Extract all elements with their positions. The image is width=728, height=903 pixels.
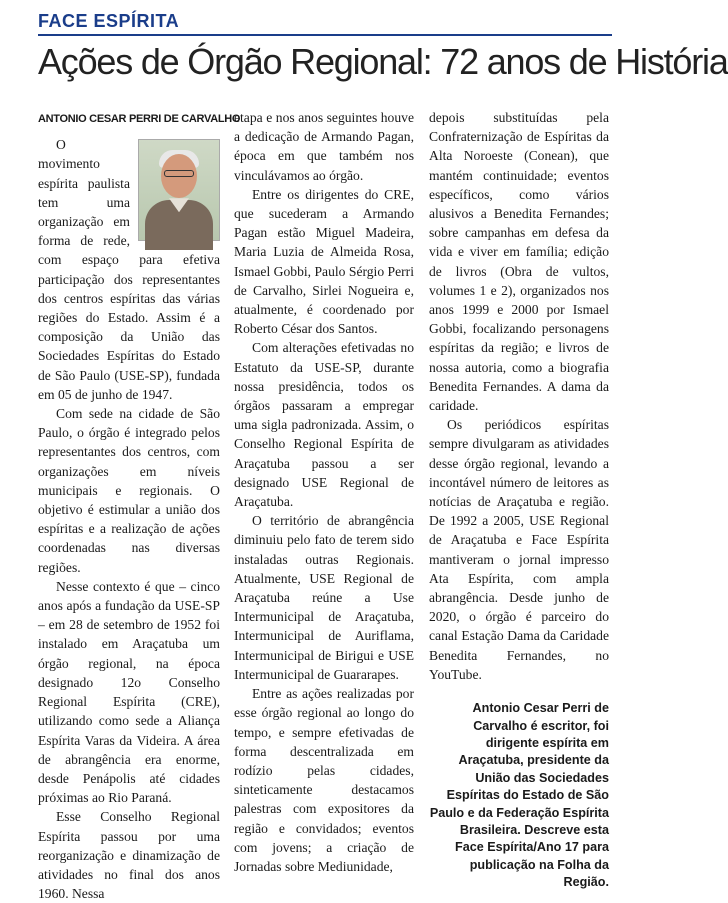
paragraph: Com alterações efetivadas no Estatuto da USE-SP, durante nossa presidência, todos os órgãos passaram a empregar uma sigla padronizada. Assim, o Conselho Regional Espírita de Araçatuba passou a ser designado USE Regional de Araçatuba.	[234, 340, 414, 510]
paragraph: Entre os dirigentes do CRE, que sucederam a Armando Pagan estão Miguel Madeira, Maria Luzia de Almeida Rosa, Ismael Gobbi, Paulo Sérgio Perri de Carvalho, Sirlei Nogueira e, atualmente, é coordenado por Roberto César dos Santos.	[234, 186, 414, 337]
paragraph: etapa e nos anos seguintes houve a dedicação de Armando Pagan, época em que também nos vinculávamos ao órgão.	[234, 110, 414, 183]
section-label: FACE ESPÍRITA	[38, 11, 180, 31]
paragraph: depois substituídas pela Confraternização de Espíritas da Alta Noroeste (Conean), que mantém continuidade; eventos específicos, como vários alusivos a Benedita Fernandes; sobre campanhas em defesa da vida e viver em família; edição de livros (Obra de vultos, volumes 1 e 2), organizados nos anos 1999 e 2000 por Ismael Gobbi, focalizando personagens espíritas da região; e livros de nossa autoria, como a biografia Benedita Fernandes. A dama da caridade.	[429, 110, 609, 414]
paragraph: Esse Conselho Regional Espírita passou por uma reorganização e dinamização de atividades no final dos anos 1960. Nessa	[38, 809, 220, 902]
headline: Ações de Órgão Regional: 72 anos de História	[38, 41, 728, 82]
author-bio: Antonio Cesar Perri de Carvalho é escritor, foi dirigente espírita em Araçatuba, presidente da União das Sociedades Espíritas do Estado de São Paulo e da Federação Espírita Brasileira. Descreve esta Face Espírita/Ano 17 para publicação na Folha da Região.	[429, 701, 609, 890]
author-byline: ANTONIO CESAR PERRI DE CARVALHO	[38, 113, 241, 125]
article-column-3	[429, 108, 609, 892]
article-column-2	[234, 108, 414, 876]
paragraph: Com sede na cidade de São Paulo, o órgão é integrado pelos representantes dos centros, com organizações em níveis municipais e regionais. O objetivo é estimular a união dos espíritas e a realização de ações coordenadas nas diversas regiões.	[38, 406, 220, 575]
paragraph: Entre as ações realizadas por esse órgão regional ao longo do tempo, e sempre efetivadas de forma descentralizada em rodízio pelas cidades, sinteticamente destacamos palestras com expositores da região e convidados; eventos com jovens; a criação de Jornadas sobre Mediunidade,	[234, 686, 414, 874]
paragraph: O território de abrangência diminuiu pelo fato de terem sido instaladas outras Regionais. Atualmente, USE Regional de Araçatuba reúne a Use Intermunicipal de Araçatuba, Intermunicipal de Auriflama, Intermunicipal de Birigui e USE Intermunicipal de Guararapes.	[234, 513, 414, 682]
section-header	[38, 6, 612, 36]
paragraph: O movimento espírita paulista tem uma organização em forma de rede, com espaço para efetiva participação dos representantes dos centros espíritas das várias regiões do Estado. Assim é a composição da União das Sociedades Espíritas do Estado de São Paulo (USE-SP), fundada em 05 de junho de 1947.	[38, 137, 220, 402]
article-column-1	[38, 108, 241, 903]
author-photo	[138, 139, 220, 241]
paragraph: Nesse contexto é que – cinco anos após a fundação da USE-SP – em 28 de setembro de 1952 foi instalado em Araçatuba um órgão regional, na época designado 12o Conselho Regional Espírita (CRE), utilizando como sede a Aliança Espírita Varas da Videira. A área de abrangência era enorme, desde Penápolis até cidades próximas ao Rio Paraná.	[38, 578, 220, 806]
paragraph: Os periódicos espíritas sempre divulgaram as atividades desse órgão regional, levando a incontável número de leitores as notícias de Araçatuba e região. De 1992 a 2005, USE Regional de Araçatuba e Face Espírita mantiveram o jornal impresso Ata Espírita, com ampla abrangência. Desde junho de 2020, o órgão é parceiro do canal Estação Dama da Caridade Benedita Fernandes, no YouTube.	[429, 417, 609, 682]
